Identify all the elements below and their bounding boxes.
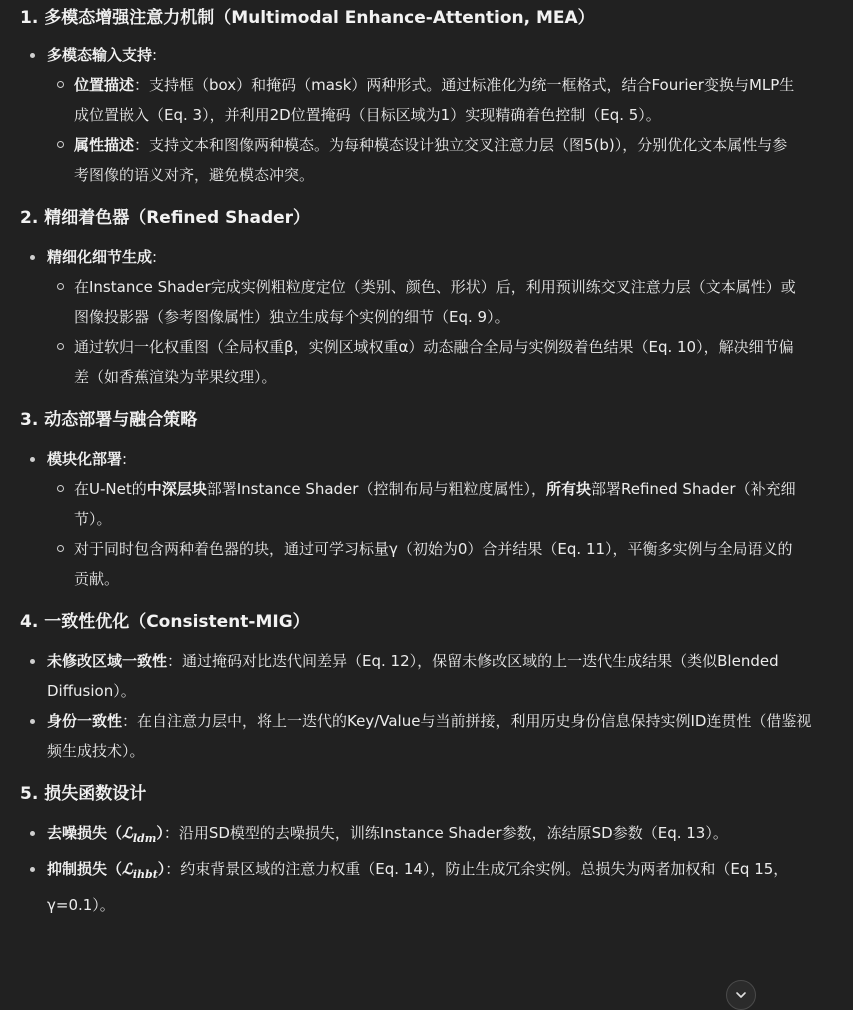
bullet-label: 精细化细节生成 <box>47 248 153 266</box>
bullet-text: ：通过掩码对比迭代间差异（Eq. 12），保留未修改区域的上一迭代生成结果（类似Blended Diffusion）。 <box>47 652 779 700</box>
bullet-text: ：约束背景区域的注意力权重（Eq. 14），防止生成冗余实例。总损失为两者加权和（Eq 15，γ=0.1）。 <box>47 860 789 914</box>
section-4-heading: 4. 一致性优化（Consistent-MIG） <box>20 612 310 632</box>
bullet-label: 模块化部署 <box>47 450 123 468</box>
label-text: 抑制损失（ <box>47 860 123 878</box>
section-5-list <box>20 818 820 920</box>
sub-item-text: 在Instance Shader完成实例粗粒度定位（类别、颜色、形状）后，利用预训练交叉注意力层（文本属性）或图像投影器（参考图像属性）独立生成每个实例的细节（Eq. 9）。 <box>74 278 796 326</box>
math-symbol <box>122 860 158 881</box>
sub-list-item <box>47 272 820 332</box>
chevron-down-icon <box>734 988 748 1002</box>
bullet-label <box>47 860 166 881</box>
section-1-list <box>20 40 820 190</box>
section-2-heading: 2. 精细着色器（Refined Shader） <box>20 208 311 228</box>
section-1-heading: 1. 多模态增强注意力机制（Multimodal Enhance-Attention, MEA） <box>20 8 595 28</box>
sub-item-text: 部署Refined Shader（补充细节）。 <box>74 480 796 528</box>
sub-item-text: ：支持文本和图像两种模态。为每种模态设计独立交叉注意力层（图5(b)），分别优化文本属性与参考图像的语义对齐，避免模态冲突。 <box>74 136 788 184</box>
sub-list <box>47 474 820 594</box>
math-subscript: ihbt <box>132 868 158 881</box>
label-text: 去噪损失（ <box>47 824 123 842</box>
sub-item-text: 在U-Net的 <box>74 480 147 498</box>
sub-item-text: ：支持框（box）和掩码（mask）两种形式。通过标准化为统一框格式，结合Fourier变换与MLP生成位置嵌入（Eq. 3），并利用2D位置掩码（目标区域为1）实现精确着色控制（Eq. 5）。 <box>74 76 795 124</box>
sub-list <box>47 70 820 190</box>
list-item <box>20 242 820 392</box>
math-char: ℒ <box>122 860 133 878</box>
sub-item-text: 部署Instance Shader（控制布局与粗粒度属性）， <box>206 480 546 498</box>
message-content <box>20 0 820 920</box>
bullet-label: 未修改区域一致性 <box>47 652 168 670</box>
section-5 <box>20 782 820 920</box>
label-text: ） <box>156 824 164 842</box>
section-2 <box>20 206 820 392</box>
section-5-heading: 5. 损失函数设计 <box>20 784 147 804</box>
section-2-list <box>20 242 820 392</box>
bold-text: 所有块 <box>545 480 591 498</box>
list-item <box>20 706 820 766</box>
section-3 <box>20 408 820 594</box>
section-1 <box>20 6 820 190</box>
math-char: ℒ <box>122 824 133 842</box>
sub-list-item <box>47 534 820 594</box>
bullet-label: 多模态输入支持 <box>47 46 153 64</box>
bullet-colon: : <box>122 450 128 468</box>
bullet-colon: : <box>152 46 158 64</box>
math-symbol <box>122 824 157 845</box>
bullet-label: 身份一致性 <box>47 712 123 730</box>
list-item <box>20 818 820 854</box>
list-item <box>20 40 820 190</box>
bullet-colon: : <box>152 248 158 266</box>
bold-text: 中深层块 <box>146 480 207 498</box>
section-4 <box>20 610 820 766</box>
sub-item-label: 属性描述 <box>74 136 135 154</box>
math-subscript: ldm <box>132 832 157 845</box>
scroll-to-bottom-button[interactable] <box>726 980 756 1010</box>
sub-list-item <box>47 70 820 130</box>
list-item <box>20 854 820 920</box>
list-item <box>20 444 820 594</box>
sub-list-item <box>47 332 820 392</box>
sub-list-item <box>47 474 820 534</box>
bullet-text: ：在自注意力层中，将上一迭代的Key/Value与当前拼接，利用历史身份信息保持实例ID连贯性（借鉴视频生成技术）。 <box>47 712 812 760</box>
sub-item-label: 位置描述 <box>74 76 135 94</box>
sub-list <box>47 272 820 392</box>
sub-item-text: 通过软归一化权重图（全局权重β，实例区域权重α）动态融合全局与实例级着色结果（Eq. 10），解决细节偏差（如香蕉渲染为苹果纹理）。 <box>74 338 794 386</box>
sub-list-item <box>47 130 820 190</box>
section-3-heading: 3. 动态部署与融合策略 <box>20 410 198 430</box>
list-item <box>20 646 820 706</box>
section-4-list <box>20 646 820 766</box>
section-3-list <box>20 444 820 594</box>
sub-item-text: 对于同时包含两种着色器的块，通过可学习标量γ（初始为0）合并结果（Eq. 11），平衡多实例与全局语义的贡献。 <box>74 540 793 588</box>
bullet-label <box>47 824 164 845</box>
bullet-text: ：沿用SD模型的去噪损失，训练Instance Shader参数，冻结原SD参数（Eq. 13）。 <box>163 824 728 842</box>
label-text: ） <box>157 860 166 878</box>
